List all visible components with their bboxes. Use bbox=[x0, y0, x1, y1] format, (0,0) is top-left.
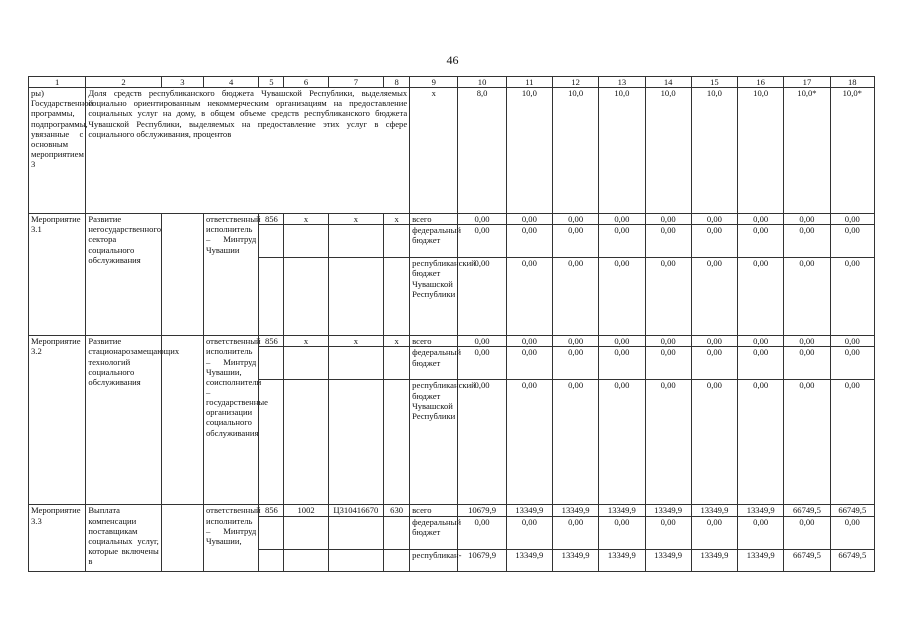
funding-value: 0,00 bbox=[552, 214, 598, 225]
budget-code bbox=[259, 549, 284, 571]
funding-value: 13349,9 bbox=[552, 549, 598, 571]
measure-name: Мероприятие 3.1 bbox=[29, 214, 86, 336]
funding-value: 0,00 bbox=[506, 380, 552, 505]
funding-value: 0,00 bbox=[599, 225, 645, 258]
funding-source: всего bbox=[410, 505, 458, 516]
funding-value: 66749,5 bbox=[784, 505, 830, 516]
funding-value: 0,00 bbox=[599, 258, 645, 336]
measure-participant bbox=[161, 505, 203, 571]
funding-source: всего bbox=[410, 214, 458, 225]
indicator-value: 10,0 bbox=[506, 88, 552, 214]
funding-value: 0,00 bbox=[645, 336, 691, 347]
indicator-context: ры) Государственной программы, подпрограммы, увязанные с основным мероприятием 3 bbox=[29, 88, 86, 214]
funding-value: 66749,5 bbox=[830, 549, 874, 571]
funding-value: 0,00 bbox=[458, 214, 506, 225]
budget-table bbox=[28, 76, 875, 572]
indicator-value: 10,0 bbox=[552, 88, 598, 214]
funding-value: 0,00 bbox=[458, 516, 506, 549]
budget-code bbox=[384, 516, 410, 549]
funding-value: 0,00 bbox=[552, 347, 598, 380]
measure-row bbox=[29, 505, 875, 516]
funding-value: 10679,9 bbox=[458, 549, 506, 571]
funding-value: 13349,9 bbox=[552, 505, 598, 516]
funding-value: 13349,9 bbox=[645, 505, 691, 516]
budget-code bbox=[384, 549, 410, 571]
funding-value: 13349,9 bbox=[599, 549, 645, 571]
column-number-header: 16 bbox=[738, 77, 784, 88]
funding-source: республикан- bbox=[410, 549, 458, 571]
funding-value: 0,00 bbox=[830, 380, 874, 505]
funding-value: 0,00 bbox=[599, 347, 645, 380]
budget-code: Ц310416670 bbox=[328, 505, 383, 516]
funding-value: 0,00 bbox=[784, 214, 830, 225]
budget-code bbox=[259, 347, 284, 380]
budget-code bbox=[284, 516, 328, 549]
indicator-code: x bbox=[410, 88, 458, 214]
measure-title: Выплата компенсации поставщикам социальных услуг, которые включены в bbox=[86, 505, 161, 571]
budget-code: x bbox=[384, 336, 410, 347]
budget-code bbox=[259, 225, 284, 258]
funding-value: 0,00 bbox=[738, 214, 784, 225]
column-number-header: 8 bbox=[384, 77, 410, 88]
budget-code: 856 bbox=[259, 336, 284, 347]
indicator-value: 10,0 bbox=[691, 88, 737, 214]
funding-value: 13349,9 bbox=[738, 505, 784, 516]
funding-value: 0,00 bbox=[784, 336, 830, 347]
measure-participant bbox=[161, 214, 203, 336]
measure-responsible: ответственный исполнитель – Минтруд Чувашии, bbox=[204, 505, 259, 571]
funding-value: 13349,9 bbox=[691, 505, 737, 516]
funding-value: 0,00 bbox=[830, 347, 874, 380]
column-number-header: 2 bbox=[86, 77, 161, 88]
funding-value: 0,00 bbox=[830, 214, 874, 225]
budget-code bbox=[284, 225, 328, 258]
funding-value: 0,00 bbox=[506, 258, 552, 336]
funding-value: 0,00 bbox=[506, 347, 552, 380]
funding-value: 0,00 bbox=[552, 336, 598, 347]
funding-value: 0,00 bbox=[599, 516, 645, 549]
funding-value: 0,00 bbox=[691, 380, 737, 505]
budget-code bbox=[328, 516, 383, 549]
indicator-description: Доля средств республиканского бюджета Чувашской Республики, выделяемых социально ориентированным некоммерческим организациям на предоставление социальных услуг на дому, в общем объеме средств республиканского бюджета Чувашской Республики, выделяемых на предоставление этих услуг в сфере социального обслуживания, процентов bbox=[86, 88, 410, 214]
funding-value: 13349,9 bbox=[691, 549, 737, 571]
measure-row bbox=[29, 336, 875, 347]
funding-value: 0,00 bbox=[784, 225, 830, 258]
budget-code bbox=[384, 258, 410, 336]
funding-value: 0,00 bbox=[458, 347, 506, 380]
funding-source: республиканский бюджет Чувашской Республики bbox=[410, 258, 458, 336]
column-number-row bbox=[29, 77, 875, 88]
funding-value: 66749,5 bbox=[830, 505, 874, 516]
funding-value: 0,00 bbox=[738, 225, 784, 258]
measure-title: Развитие негосударственного сектора социального обслуживания bbox=[86, 214, 161, 336]
funding-value: 0,00 bbox=[506, 516, 552, 549]
column-number-header: 13 bbox=[599, 77, 645, 88]
column-number-header: 10 bbox=[458, 77, 506, 88]
column-number-header: 5 bbox=[259, 77, 284, 88]
funding-value: 0,00 bbox=[691, 516, 737, 549]
funding-value: 0,00 bbox=[738, 380, 784, 505]
measure-name: Мероприятие 3.2 bbox=[29, 336, 86, 505]
budget-code bbox=[284, 258, 328, 336]
funding-value: 0,00 bbox=[552, 258, 598, 336]
funding-value: 0,00 bbox=[830, 225, 874, 258]
funding-value: 0,00 bbox=[552, 516, 598, 549]
page-number: 46 bbox=[446, 53, 459, 67]
column-number-header: 14 bbox=[645, 77, 691, 88]
funding-value: 0,00 bbox=[645, 347, 691, 380]
funding-value: 0,00 bbox=[552, 380, 598, 505]
funding-value: 0,00 bbox=[784, 347, 830, 380]
funding-value: 0,00 bbox=[458, 258, 506, 336]
funding-value: 0,00 bbox=[691, 214, 737, 225]
funding-source: федеральный бюджет bbox=[410, 347, 458, 380]
indicator-value: 10,0 bbox=[599, 88, 645, 214]
column-number-header: 9 bbox=[410, 77, 458, 88]
budget-code: 630 bbox=[384, 505, 410, 516]
funding-value: 0,00 bbox=[691, 225, 737, 258]
measure-responsible: ответственный исполнитель – Минтруд Чувашии, соисполнители – государственные организации социального обслуживания bbox=[204, 336, 259, 505]
column-number-header: 15 bbox=[691, 77, 737, 88]
funding-source: федеральный бюджет bbox=[410, 225, 458, 258]
budget-code: x bbox=[328, 214, 383, 225]
funding-value: 0,00 bbox=[599, 380, 645, 505]
funding-value: 0,00 bbox=[645, 380, 691, 505]
funding-value: 0,00 bbox=[645, 258, 691, 336]
funding-value: 0,00 bbox=[738, 516, 784, 549]
column-number-header: 18 bbox=[830, 77, 874, 88]
measure-name: Мероприятие 3.3 bbox=[29, 505, 86, 571]
measure-row bbox=[29, 214, 875, 225]
budget-code: 1002 bbox=[284, 505, 328, 516]
funding-value: 0,00 bbox=[599, 336, 645, 347]
column-number-header: 4 bbox=[204, 77, 259, 88]
measure-participant bbox=[161, 336, 203, 505]
funding-value: 0,00 bbox=[458, 336, 506, 347]
budget-code bbox=[259, 258, 284, 336]
funding-value: 13349,9 bbox=[738, 549, 784, 571]
budget-code bbox=[328, 549, 383, 571]
funding-value: 10679,9 bbox=[458, 505, 506, 516]
funding-value: 0,00 bbox=[830, 516, 874, 549]
budget-code: 856 bbox=[259, 505, 284, 516]
funding-value: 0,00 bbox=[599, 214, 645, 225]
funding-value: 0,00 bbox=[691, 347, 737, 380]
budget-code bbox=[384, 347, 410, 380]
budget-code: x bbox=[284, 214, 328, 225]
funding-value: 0,00 bbox=[645, 516, 691, 549]
budget-code bbox=[284, 549, 328, 571]
indicator-value: 10,0 bbox=[645, 88, 691, 214]
funding-value: 13349,9 bbox=[506, 505, 552, 516]
funding-value: 0,00 bbox=[830, 258, 874, 336]
budget-code bbox=[328, 347, 383, 380]
measure-responsible: ответственный исполнитель – Минтруд Чувашии bbox=[204, 214, 259, 336]
column-number-header: 17 bbox=[784, 77, 830, 88]
funding-source: всего bbox=[410, 336, 458, 347]
budget-code: x bbox=[384, 214, 410, 225]
budget-code bbox=[384, 225, 410, 258]
funding-value: 0,00 bbox=[645, 225, 691, 258]
column-number-header: 3 bbox=[161, 77, 203, 88]
budget-code bbox=[284, 380, 328, 505]
funding-value: 0,00 bbox=[738, 347, 784, 380]
funding-value: 66749,5 bbox=[784, 549, 830, 571]
indicator-value: 10,0* bbox=[784, 88, 830, 214]
funding-source: федеральный бюджет bbox=[410, 516, 458, 549]
column-number-header: 7 bbox=[328, 77, 383, 88]
funding-value: 0,00 bbox=[458, 380, 506, 505]
funding-value: 0,00 bbox=[691, 336, 737, 347]
funding-value: 0,00 bbox=[645, 214, 691, 225]
funding-value: 0,00 bbox=[830, 336, 874, 347]
indicator-value: 8,0 bbox=[458, 88, 506, 214]
budget-code bbox=[384, 380, 410, 505]
funding-value: 0,00 bbox=[784, 380, 830, 505]
budget-code: x bbox=[284, 336, 328, 347]
funding-value: 0,00 bbox=[506, 336, 552, 347]
funding-source: республиканский бюджет Чувашской Республики bbox=[410, 380, 458, 505]
funding-value: 0,00 bbox=[784, 516, 830, 549]
column-number-header: 12 bbox=[552, 77, 598, 88]
indicator-value: 10,0* bbox=[830, 88, 874, 214]
budget-code bbox=[259, 516, 284, 549]
funding-value: 13349,9 bbox=[599, 505, 645, 516]
budget-code bbox=[328, 258, 383, 336]
funding-value: 0,00 bbox=[506, 214, 552, 225]
budget-code: x bbox=[328, 336, 383, 347]
funding-value: 0,00 bbox=[738, 258, 784, 336]
indicator-row bbox=[29, 88, 875, 214]
funding-value: 13349,9 bbox=[645, 549, 691, 571]
funding-value: 0,00 bbox=[552, 225, 598, 258]
funding-value: 0,00 bbox=[738, 336, 784, 347]
funding-value: 0,00 bbox=[506, 225, 552, 258]
funding-value: 0,00 bbox=[691, 258, 737, 336]
funding-value: 13349,9 bbox=[506, 549, 552, 571]
measure-title: Развитие стационарозамещающих технологий социального обслуживания bbox=[86, 336, 161, 505]
column-number-header: 1 bbox=[29, 77, 86, 88]
funding-value: 0,00 bbox=[458, 225, 506, 258]
column-number-header: 6 bbox=[284, 77, 328, 88]
budget-code bbox=[328, 380, 383, 505]
funding-value: 0,00 bbox=[784, 258, 830, 336]
indicator-value: 10,0 bbox=[738, 88, 784, 214]
budget-code: 856 bbox=[259, 214, 284, 225]
budget-code bbox=[328, 225, 383, 258]
budget-code bbox=[284, 347, 328, 380]
column-number-header: 11 bbox=[506, 77, 552, 88]
